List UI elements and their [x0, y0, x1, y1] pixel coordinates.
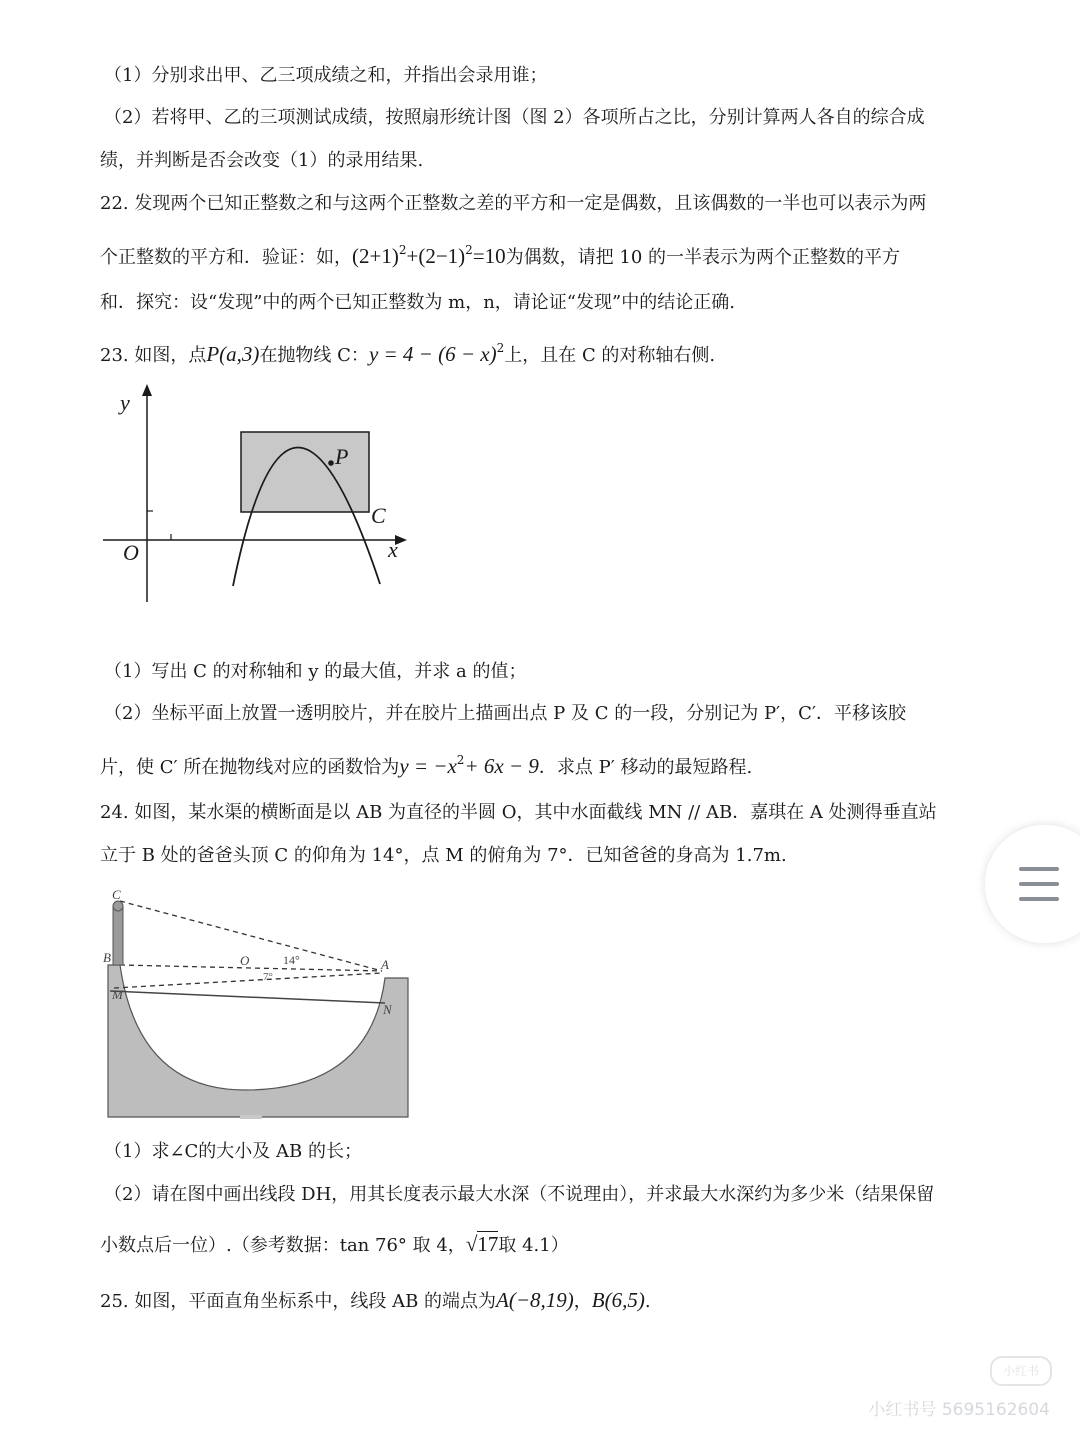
q23-film-rect	[241, 432, 369, 512]
menu-icon-bar-middle	[1019, 882, 1059, 886]
q24-angle-14: 14°	[283, 953, 300, 967]
q23-part2-line2	[100, 750, 752, 780]
q24-ab-line	[120, 965, 382, 971]
q23-stem	[100, 338, 715, 368]
q25-stem	[100, 1288, 651, 1314]
q22-eq-part1: (2+1)	[352, 244, 399, 268]
q25-sep: ，	[573, 1291, 592, 1312]
q24-sight-m	[114, 973, 382, 988]
q23-part2-line1: （2）坐标平面上放置一透明胶片，并在胶片上描画出点 P 及 C 的一段，分别记为 P′，C′．平移该胶	[104, 703, 906, 724]
q24-label-c: C	[112, 887, 121, 902]
q24-part2-pre: 小数点后一位）.（参考数据：tan 76° 取 4，	[100, 1235, 466, 1256]
q21-part2-line1: （2）若将甲、乙的三项测试成绩，按照扇形统计图（图 2）各项所占之比，分别计算两人各自的综合成	[104, 107, 925, 128]
q24-sqrt-value: 17	[477, 1232, 499, 1256]
menu-icon-bar-top	[1019, 867, 1059, 871]
q24-canal-body	[108, 965, 408, 1117]
q24-label-o: O	[240, 953, 250, 968]
q24-figure	[100, 885, 420, 1125]
q25-pre: 25. 如图，平面直角坐标系中，线段 AB 的端点为	[100, 1291, 497, 1312]
q24-part1: （1）求∠C的大小及 AB 的长；	[104, 1141, 362, 1162]
q24-label-n: N	[383, 1002, 392, 1017]
q24-part2-line2	[100, 1232, 569, 1258]
q23-part2-eq2: + 6x − 9	[464, 754, 539, 778]
watermark-logo: 小红书	[990, 1356, 1052, 1386]
q23-label-o: O	[123, 540, 139, 565]
q23-point: P(a,3)	[206, 342, 260, 366]
q22-line2-text: 个正整数的平方和．验证：如，	[100, 247, 352, 268]
q22-line3: 和．探究：设“发现”中的两个已知正整数为 m，n，请论证“发现”中的结论正确.	[100, 292, 735, 313]
q24-angle-7: 7°	[263, 971, 273, 983]
q23-part2-pre: 片，使 C′ 所在抛物线对应的函数恰为	[100, 757, 400, 778]
q23-eq-sup: 2	[496, 341, 505, 355]
q23-point-p	[328, 460, 334, 466]
q23-stem-mid: 在抛物线 C：	[259, 345, 369, 366]
q24-sqrt-sign: √	[465, 1232, 478, 1256]
q22-eq-part2: +(2−1)	[406, 244, 466, 268]
menu-button[interactable]	[985, 825, 1080, 943]
q23-label-y: y	[120, 390, 130, 415]
q24-label-m: M	[112, 987, 123, 1002]
q23-label-p: P	[335, 444, 349, 469]
q23-figure	[95, 380, 425, 615]
q23-part2-eq: y = −x	[399, 754, 457, 778]
q24-part2-line1: （2）请在图中画出线段 DH，用其长度表示最大水深（不说理由），并求最大水深约为多少米（结果保留	[104, 1184, 935, 1205]
q24-figure-caption	[240, 1115, 262, 1119]
q22-eq-part3: =10	[472, 244, 506, 268]
menu-icon-bar-bottom	[1019, 897, 1059, 901]
q21-part2-line2: 绩，并判断是否会改变（1）的录用结果.	[100, 150, 424, 171]
q23-stem-post: 上，且在 C 的对称轴右侧.	[504, 345, 716, 366]
q23-part2-post: ．求点 P′ 移动的最短路程.	[538, 757, 753, 778]
q24-water-line	[110, 991, 385, 1003]
q23-part1: （1）写出 C 的对称轴和 y 的最大值，并求 a 的值；	[104, 661, 527, 682]
q23-equation: y = 4 − (6 − x)	[368, 342, 497, 366]
q24-sight-c	[120, 901, 382, 971]
q22-line2-post: 为偶数，请把 10 的一半表示为两个正整数的平方	[505, 247, 901, 268]
q23-label-c: C	[371, 503, 386, 528]
q25-point-b: B(6,5)	[591, 1288, 645, 1312]
q22-eq-sup1: 2	[398, 243, 407, 257]
q24-line2: 立于 B 处的爸爸头顶 C 的仰角为 14°，点 M 的俯角为 7°．已知爸爸的身高为 1.7m.	[100, 845, 787, 866]
q24-father-head	[113, 901, 123, 911]
watermark-id: 小红书号 5695162604	[868, 1400, 1050, 1420]
q22-line2	[100, 240, 900, 270]
q24-line1: 24. 如图，某水渠的横断面是以 AB 为直径的半圆 O，其中水面截线 MN // AB．嘉琪在 A 处测得垂直站	[100, 802, 937, 823]
q24-label-a: A	[381, 957, 389, 972]
q22-eq-sup2: 2	[465, 243, 473, 257]
q23-stem-pre: 23. 如图，点	[100, 345, 207, 366]
q25-end: .	[644, 1291, 651, 1312]
q22-line1: 22. 发现两个已知正整数之和与这两个正整数之差的平方和一定是偶数，且该偶数的一半也可以表示为两	[100, 193, 927, 214]
q24-part2-post: 取 4.1）	[498, 1235, 569, 1256]
q23-label-x: x	[388, 537, 398, 562]
q25-point-a: A(−8,19)	[496, 1288, 574, 1312]
q23-y-arrow	[142, 384, 152, 396]
q24-label-b: B	[103, 950, 111, 965]
q23-part2-sup: 2	[456, 753, 465, 767]
q21-part1: （1）分别求出甲、乙三项成绩之和，并指出会录用谁；	[104, 65, 548, 86]
q24-father	[113, 907, 123, 965]
